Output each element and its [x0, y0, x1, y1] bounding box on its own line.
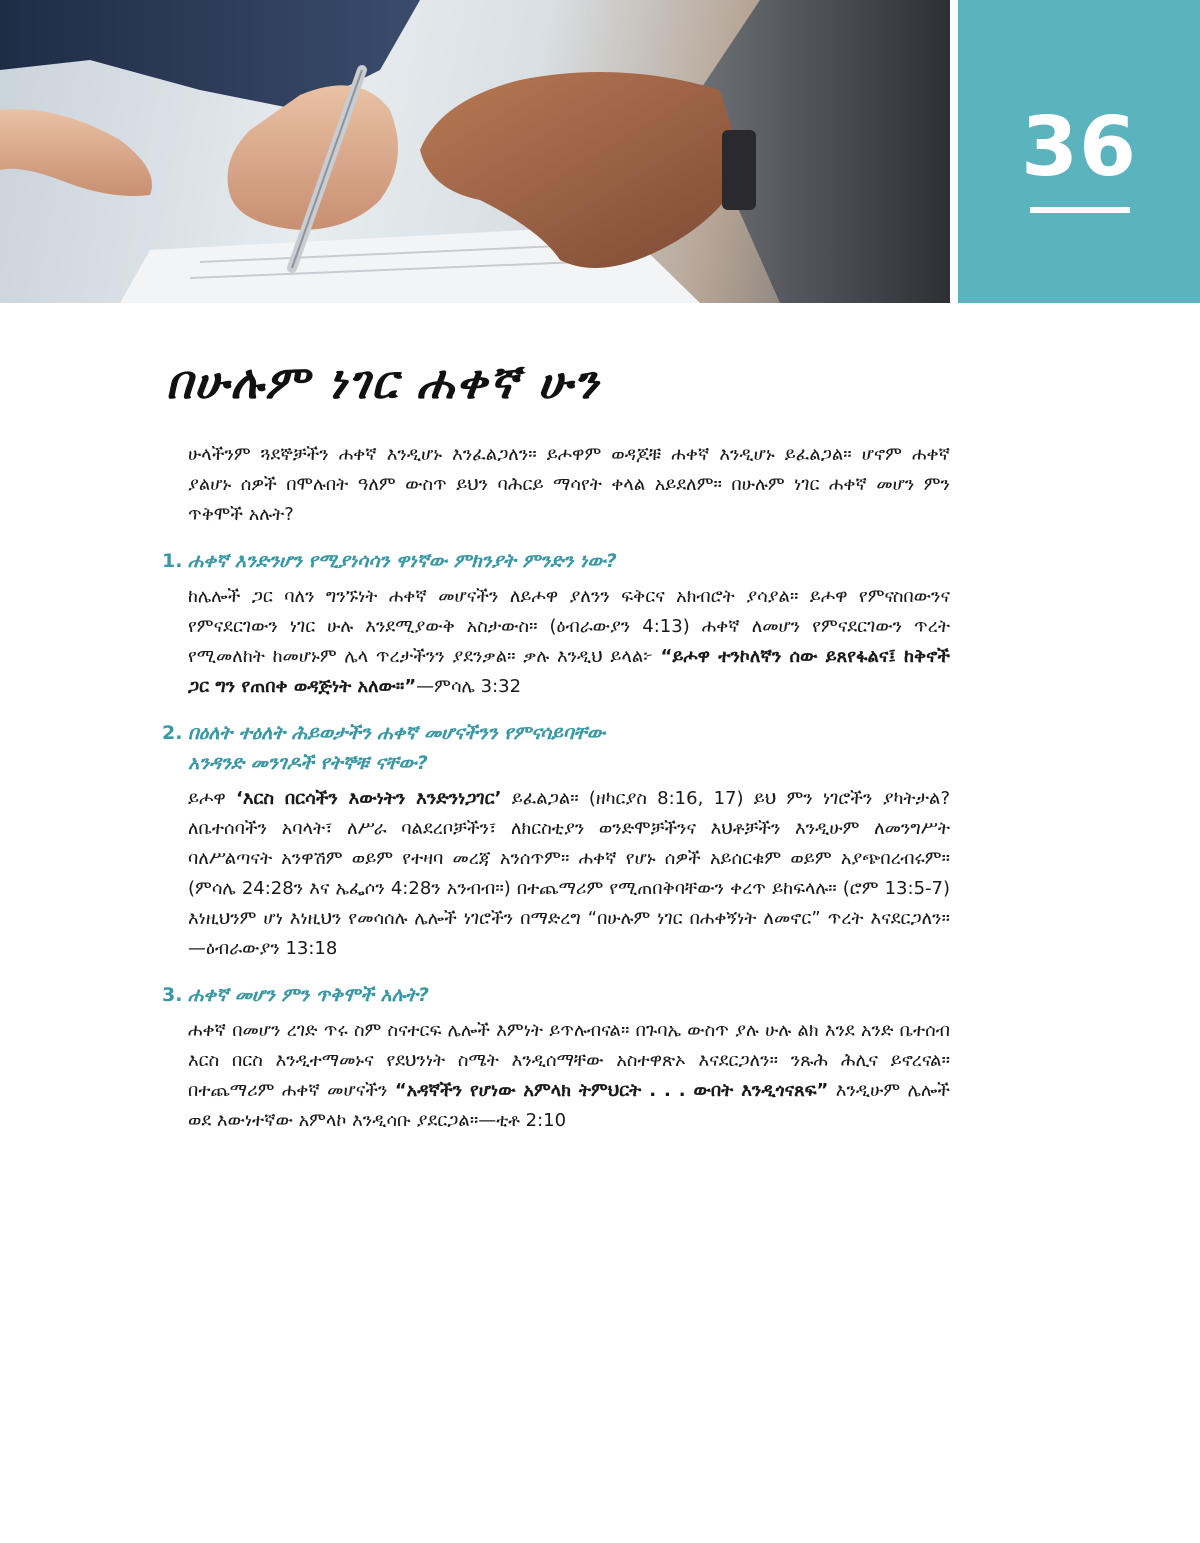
question-line: አንዳንድ መንገዶች የትኞቹ ናቸው? — [188, 752, 428, 774]
scripture-quote: “አዳኛችን የሆነው አምላክ ትምህርት . . . ውበት እንዲጎናጸፍ” — [394, 1080, 829, 1101]
scripture-quote: “ይሖዋ ተንኮለኛን ሰው ይጸየፋልና፤ ከቅኖች ጋር ግን የጠበቀ ወዳጅነት አለው።” — [188, 646, 950, 697]
intro-paragraph: ሁላችንም ጓደኞቻችን ሐቀኛ እንዲሆኑ እንፈልጋለን። ይሖዋም ወዳጆቹ ሐቀኛ እንዲሆኑ ይፈልጋል። ሆኖም ሐቀኛ ያልሆኑ ሰዎች በሞሉበት ዓለም ውስጥ ይህን ባሕርይ ማሳየት ቀላል አይደለም። በሁሉም ነገር ሐቀኛ መሆን ምን ጥቅሞች አሉት? — [188, 444, 950, 525]
question-text — [188, 718, 605, 778]
question-heading-2 — [162, 718, 950, 778]
scripture-quote: ‘እርስ በርሳችን እውነትን እንድንነጋገር’ — [235, 788, 502, 809]
header-photo — [0, 0, 950, 303]
lesson-number: 36 — [1020, 100, 1138, 195]
question-heading-3 — [162, 980, 950, 1010]
question-number: 2. — [162, 722, 183, 744]
answer-paragraph-2 — [188, 784, 950, 964]
lesson-number-panel — [958, 0, 1200, 303]
lesson-content — [162, 440, 951, 1136]
handshake-illustration — [0, 0, 950, 303]
question-heading-1 — [162, 546, 950, 576]
scripture-reference: —ምሳሌ 3:32 — [416, 676, 522, 697]
answer-text: ከሌሎች ጋር ባለን ግንኙነት ሐቀኛ መሆናችን ለይሖዋ ያለንን ፍቅርና አክብሮት ያሳያል። ይሖዋ የምናስበውንና የምናደርገውን ነገር ሁሉ እንደሚያውቅ አስታውስ። (ዕብራውያን 4:13) ሐቀኛ ለመሆን የምናደርገውን ጥረት የሚመለከት ከመሆኑም ሌላ ጥረታችንን ያደንቃል። ቃሉ እንዲህ ይላል፦ — [188, 586, 950, 667]
question-number: 1. — [162, 550, 183, 572]
page-title: በሁሉም ነገር ሐቀኛ ሁን — [166, 355, 601, 409]
question-text: ሐቀኛ እንድንሆን የሚያነሳሳን ዋነኛው ምክንያት ምንድን ነው? — [188, 550, 617, 572]
answer-text: ይፈልጋል። (ዘካርያስ 8:16, 17) ይህ ምን ነገሮችን ያካትታል? ለቤተሰባችን አባላት፣ ለሥራ ባልደረቦቻችን፣ ለክርስቲያን ወንድሞቻችንና እህቶቻችን እንዲሁም ለመንግሥት ባለሥልጣናት አንዋሽም ወይም የተዛባ መረጃ አንሰጥም። ሐቀኛ የሆኑ ሰዎች አይሰርቁም ወይም አያጭበረብሩም። (ምሳሌ 24:28ን እና ኤፌሶን 4:28ን አንብብ።) በተጨማሪም የሚጠበቅባቸውን ቀረጥ ይከፍላሉ። (ሮም 13:5-7) እነዚህንም ሆነ እነዚህን የመሳሰሉ ሌሎች ነገሮችን በማድረግ “በሁሉም ነገር በሐቀኝነት ለመኖር” ጥረት እናደርጋለን።—ዕብራውያን 13:18 — [188, 788, 950, 959]
answer-text: ይሖዋ — [188, 788, 236, 809]
answer-text: ሐቀኛ በመሆን ረገድ ጥሩ ስም ስናተርፍ ሌሎች እምነት ይጥሉብናል። በጉባኤ ውስጥ ያሉ ሁሉ ልክ እንደ አንድ ቤተሰብ እርስ በርስ እንዲተማመኑና የደህንነት ስሜት እንዲሰማቸው አስተዋጽኦ እናደርጋለን። ንጹሕ ሕሊና ይኖረናል። በተጨማሪም ሐቀኛ መሆናችን — [188, 1020, 950, 1101]
lesson-number-underline — [1030, 207, 1130, 213]
question-text: ሐቀኛ መሆን ምን ጥቅሞች አሉት? — [188, 984, 429, 1006]
question-number: 3. — [162, 984, 183, 1006]
question-line: በዕለት ተዕለት ሕይወታችን ሐቀኛ መሆናችንን የምናሳይባቸው — [188, 722, 606, 744]
answer-text: እንዲሁም ሌሎች ወደ እውነተኛው አምላኮ እንዲሳቡ ያደርጋል።—ቲቶ 2:10 — [188, 1080, 951, 1131]
answer-paragraph-3 — [188, 1016, 950, 1136]
answer-paragraph-1 — [188, 582, 950, 702]
